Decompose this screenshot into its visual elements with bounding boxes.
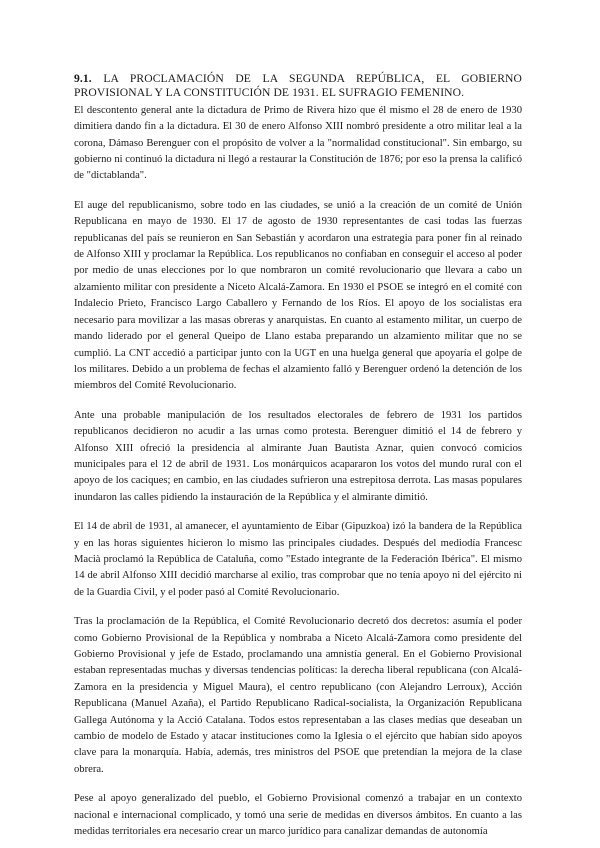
section-heading — [74, 72, 522, 101]
section-title: LA PROCLAMACIÓN DE LA SEGUNDA REPÚBLICA, EL GOBIERNO PROVISIONAL Y LA CONSTITUCIÓN DE 1931. EL SUFRAGIO FEMENINO. — [74, 72, 522, 100]
paragraph: Tras la proclamación de la República, el Comité Revolucionario decretó dos decretos: asumía el poder como Gobierno Provisional de la República y nombraba a Niceto Alcalá-Zamora como presidente del Gobierno Provisional y jefe de Estado, proclamando una amnistía general. En el Gobierno Provisional estaban representadas muchas y diversas tendencias políticas: la derecha liberal republicana (con Alcalá-Zamora en la presidencia y Miguel Maura), el centro republicano (con Alejandro Lerroux), Acción Republicana (Manuel Azaña), el Partido Republicano Radical-socialista, la Organización Republicana Gallega Autónoma y la Acció Catalana. Todos estos representaban a las clases medias que deseaban un cambio de modelo de Estado y atacar instituciones como la Iglesia o el ejército que habían sido apoyos clave para la monarquía. Había, además, tres ministros del PSOE que pretendían la mejora de la clase obrera. — [74, 616, 522, 775]
paragraph: El auge del republicanismo, sobre todo en las ciudades, se unió a la creación de un comité de Unión Republicana en mayo de 1930. El 17 de agosto de 1930 representantes de casi todas las fuerzas republicanas del país se reunieron en San Sebastián y acordaron una estrategia para poner fin al reinado de Alfonso XIII y proclamar la República. Los republicanos no confiaban en conseguir el acceso al poder por medio de unas elecciones por lo que nombraron un comité revolucionario que llevara a cabo un alzamiento militar con presidente a Niceto Alcalá-Zamora. En 1930 el PSOE se integró en el comité con Indalecio Prieto, Francisco Largo Caballero y Fernando de los Ríos. El apoyo de los socialistas era necesario para movilizar a las masas obreras y anarquistas. En cuanto al estamento militar, un cuerpo de mando liderado por el general Queipo de Llano estaba preparando un alzamiento militar que no se cumplió. La CNT accedió a participar junto con la UGT en una huelga general que apoyaría el golpe de los militares. Debido a un problema de fechas el alzamiento falló y Berenguer ordenó la detención de los miembros del Comité Revolucionario. — [74, 199, 522, 392]
paragraph: El descontento general ante la dictadura de Primo de Rivera hizo que él mismo el 28 de enero de 1930 dimitiera dando fin a la dictadura. El 30 de enero Alfonso XIII nombró presidente a otro militar leal a la corona, Dámaso Berenguer con el propósito de volver a la "normalidad constitucional". Sin embargo, su gobierno ni continuó la dictadura ni llegó a restaurar la Constitución de 1876; por eso la prensa la calificó de "dictablanda". — [74, 104, 522, 182]
paragraph: El 14 de abril de 1931, al amanecer, el ayuntamiento de Eibar (Gipuzkoa) izó la bandera de la República y en las horas siguientes hicieron lo mismo las principales ciudades. Después del mediodía Francesc Macià proclamó la República de Cataluña, como "Estado integrante de la Federación Ibérica". El mismo 14 de abril Alfonso XIII decidió marcharse al exilio, tras comprobar que no tenía apoyo ni del ejército ni de la Guardia Civil, y el poder pasó al Comité Revolucionario. — [74, 521, 522, 598]
paragraph: Pese al apoyo generalizado del pueblo, el Gobierno Provisional comenzó a trabajar en un contexto nacional e internacional complicado, y tomó una serie de medidas en diversos ámbitos. En cuanto a las medidas territoriales era necesario crear un marco jurídico para canalizar demandas de autonomía — [74, 793, 522, 838]
section-number: 9.1. — [74, 72, 92, 85]
paragraph: Ante una probable manipulación de los resultados electorales de febrero de 1931 los partidos republicanos decidieron no acudir a las urnas como protesta. Berenguer dimitió el 14 de febrero y Alfonso XIII ofreció la presidencia al almirante Juan Bautista Aznar, quien convocó comicios municipales para el 12 de abril de 1931. Los monárquicos acapararon los votos del mundo rural con el apoyo de los caciques; en cambio, en las ciudades sufrieron una estrepitosa derrota. Las masas populares inundaron las calles pidiendo la instauración de la República y el almirante dimitió. — [74, 409, 522, 503]
